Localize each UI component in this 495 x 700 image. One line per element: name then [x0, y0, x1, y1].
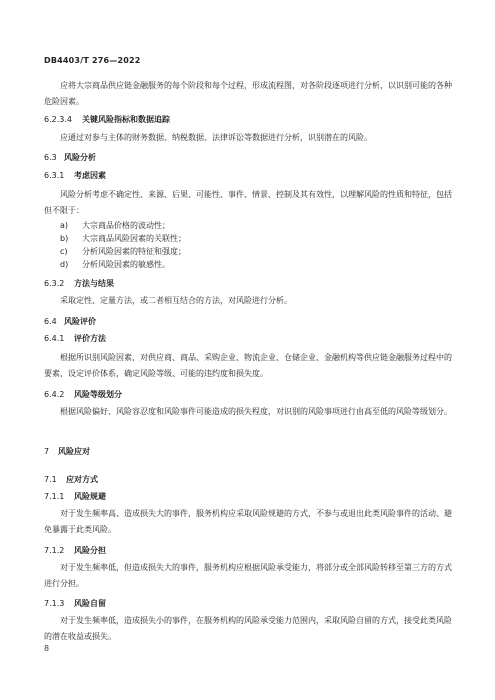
- heading-7: [44, 446, 90, 458]
- section-number: 6.4.1: [44, 334, 65, 343]
- section-number: 6.3.1: [44, 171, 65, 180]
- paragraph: 应将大宗商品供应链金融服务的每个阶段和每个过程，形成流程图，对各阶段逐项进行分析，以识别可能的各种危险因素。: [44, 81, 452, 106]
- section-number: 6.4: [44, 317, 57, 326]
- list-item: d) 分析风险因素的敏感性。: [60, 260, 170, 269]
- section-title: 关键风险指标和数据追踪: [82, 115, 170, 124]
- section-title: 风险分析: [64, 153, 96, 162]
- section-number: 6.3.2: [44, 279, 65, 288]
- paragraph: 对于发生频率低，但造成损失大的事件，服务机构应根据风险承受能力，将部分或全部风险转移至第三方的方式进行分担。: [44, 563, 452, 588]
- section-title: 考虑因素: [74, 171, 106, 180]
- paragraph: 根据所识别风险因素，对供应商、商品、采购企业、物流企业、仓储企业、金融机构等供应链金融服务过程中的要素，设定评价体系，确定风险等级、可能的违约度和损失度。: [44, 353, 452, 378]
- heading-7-1-2: [44, 545, 106, 557]
- list-item: b) 大宗商品风险因素的关联性；: [60, 234, 186, 243]
- section-number: 7.1.3: [44, 599, 65, 608]
- paragraph: 风险分析考虑不确定性、来源、后果、可能性、事件、情景、控制及其有效性，以理解风险的性质和特征，包括但不限于：: [44, 190, 452, 215]
- list-item: a) 大宗商品价格的波动性；: [60, 221, 170, 230]
- heading-6-4-2: [44, 389, 122, 401]
- section-number: 7: [44, 447, 50, 456]
- heading-6-3-1: [44, 170, 106, 182]
- section-title: 评价方法: [74, 334, 106, 343]
- section-title: 风险应对: [58, 447, 90, 456]
- heading-6-3: [44, 152, 96, 164]
- page-number: 8: [44, 644, 50, 653]
- heading-6-2-3-4: [44, 114, 170, 126]
- paragraph: 采取定性、定量方法，或二者相互结合的方法，对风险进行分析。: [60, 296, 292, 305]
- heading-6-4-1: [44, 333, 106, 345]
- section-title: 风险规避: [74, 492, 106, 501]
- list-item: c) 分析风险因素的特征和强度；: [60, 247, 186, 256]
- paragraph: 根据风险偏好、风险容忍度和风险事件可能造成的损失程度，对识别的风险事项进行由高至低的风险等级划分。: [60, 407, 452, 416]
- section-number: 6.3: [44, 153, 57, 162]
- section-number: 6.2.3.4: [44, 115, 72, 124]
- section-number: 7.1: [44, 475, 57, 484]
- paragraph: 对于发生频率高、造成损失大的事件，服务机构应采取风险规避的方式，不参与或退出此类风险事件的活动、避免暴露于此类风险。: [44, 509, 452, 534]
- section-number: 7.1.2: [44, 546, 65, 555]
- heading-7-1: [44, 474, 98, 486]
- section-title: 风险评价: [64, 317, 96, 326]
- section-title: 风险自留: [74, 599, 106, 608]
- paragraph: 应通过对参与主体的财务数据、纳税数据、法律诉讼等数据进行分析，识别潜在的风险。: [60, 133, 372, 142]
- heading-7-1-3: [44, 598, 106, 610]
- section-title: 方法与结果: [74, 279, 114, 288]
- section-title: 风险分担: [74, 546, 106, 555]
- section-title: 应对方式: [66, 475, 98, 484]
- heading-6-4: [44, 316, 96, 328]
- document-id-header: DB4403/T 276—2022: [44, 56, 141, 65]
- section-number: 7.1.1: [44, 492, 65, 501]
- heading-7-1-1: [44, 491, 106, 503]
- heading-6-3-2: [44, 278, 114, 290]
- paragraph: 对于发生频率低，造成损失小的事件，在服务机构的风险承受能力范围内，采取风险自留的方式，接受此类风险的潜在收益或损失。: [44, 616, 452, 641]
- section-number: 6.4.2: [44, 390, 65, 399]
- section-title: 风险等级划分: [74, 390, 122, 399]
